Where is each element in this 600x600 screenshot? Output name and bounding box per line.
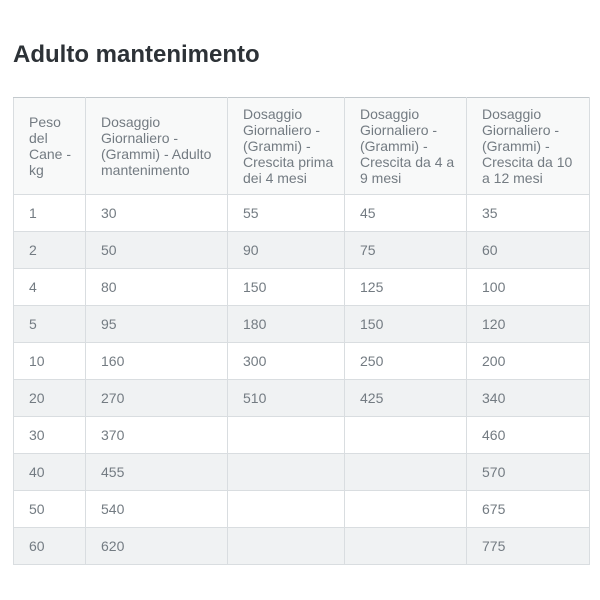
table-cell: 200 — [467, 343, 590, 380]
table-cell: 80 — [86, 269, 228, 306]
table-cell: 10 — [14, 343, 86, 380]
content-area — [0, 42, 600, 565]
table-cell: 250 — [345, 343, 467, 380]
table-row — [14, 528, 590, 565]
table-row — [14, 306, 590, 343]
table-cell — [345, 528, 467, 565]
table-cell: 100 — [467, 269, 590, 306]
table-cell: 60 — [14, 528, 86, 565]
table-cell: 50 — [86, 232, 228, 269]
table-cell: 300 — [228, 343, 345, 380]
column-header: Peso del Cane - kg — [14, 98, 86, 195]
table-row — [14, 417, 590, 454]
table-cell: 675 — [467, 491, 590, 528]
table-cell: 570 — [467, 454, 590, 491]
table-header-row — [14, 98, 590, 195]
table-cell: 620 — [86, 528, 228, 565]
table-row — [14, 269, 590, 306]
table-cell: 35 — [467, 195, 590, 232]
table-row — [14, 454, 590, 491]
table-cell: 95 — [86, 306, 228, 343]
table-cell: 50 — [14, 491, 86, 528]
table-cell: 180 — [228, 306, 345, 343]
table-cell: 460 — [467, 417, 590, 454]
page-title: Adulto mantenimento — [13, 41, 260, 68]
table-cell: 40 — [14, 454, 86, 491]
table-row — [14, 232, 590, 269]
table-cell: 2 — [14, 232, 86, 269]
table-cell: 370 — [86, 417, 228, 454]
table-cell: 150 — [228, 269, 345, 306]
column-header: Dosaggio Giornaliero - (Grammi) - Adulto mantenimento — [86, 98, 228, 195]
table-cell: 90 — [228, 232, 345, 269]
table-cell: 540 — [86, 491, 228, 528]
table-cell: 45 — [345, 195, 467, 232]
table-cell: 125 — [345, 269, 467, 306]
table-cell: 775 — [467, 528, 590, 565]
table-row — [14, 380, 590, 417]
table-cell: 30 — [14, 417, 86, 454]
table-cell: 160 — [86, 343, 228, 380]
table-cell: 20 — [14, 380, 86, 417]
table-cell: 150 — [345, 306, 467, 343]
table-cell — [228, 528, 345, 565]
table-cell — [345, 454, 467, 491]
table-cell: 75 — [345, 232, 467, 269]
table-cell: 455 — [86, 454, 228, 491]
table-cell — [345, 417, 467, 454]
table-cell: 60 — [467, 232, 590, 269]
table-cell: 55 — [228, 195, 345, 232]
table-cell — [228, 491, 345, 528]
table-cell — [345, 491, 467, 528]
table-cell: 120 — [467, 306, 590, 343]
table-cell: 340 — [467, 380, 590, 417]
column-header: Dosaggio Giornaliero - (Grammi) - Crescita prima dei 4 mesi — [228, 98, 345, 195]
table-cell — [228, 417, 345, 454]
table-row — [14, 491, 590, 528]
column-header: Dosaggio Giornaliero - (Grammi) - Crescita da 4 a 9 mesi — [345, 98, 467, 195]
table-body — [14, 195, 590, 565]
dosage-table — [13, 97, 590, 565]
table-cell: 425 — [345, 380, 467, 417]
table-cell: 30 — [86, 195, 228, 232]
table-cell: 5 — [14, 306, 86, 343]
table-row — [14, 195, 590, 232]
table-cell: 1 — [14, 195, 86, 232]
column-header: Dosaggio Giornaliero - (Grammi) - Crescita da 10 a 12 mesi — [467, 98, 590, 195]
table-cell: 4 — [14, 269, 86, 306]
table-cell: 510 — [228, 380, 345, 417]
table-row — [14, 343, 590, 380]
table-cell: 270 — [86, 380, 228, 417]
table-cell — [228, 454, 345, 491]
